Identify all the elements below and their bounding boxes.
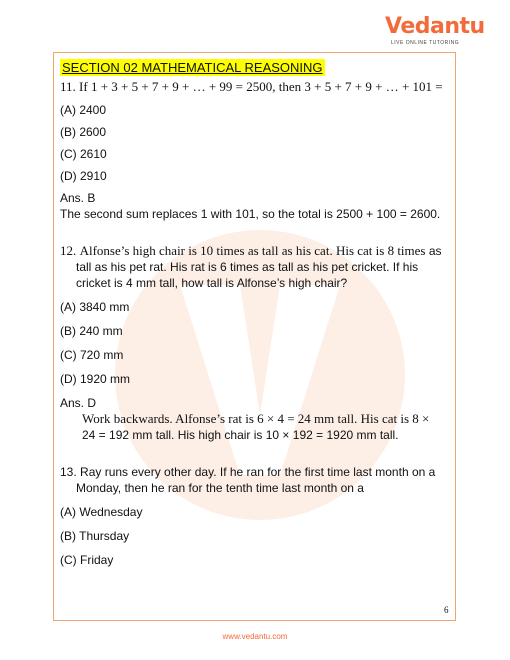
- question-text: Ray runs every other day. If he ran for the first time last month on a Monday, then he ran for the tenth time last month on a: [76, 465, 436, 495]
- question-number: 11.: [60, 79, 76, 94]
- option-a: (A) 2400: [60, 103, 107, 117]
- question-text-line1: Alfonse’s high chair is 10 times as tall as his cat. His cat is 8 times: [79, 243, 426, 258]
- option-b: (B) 240 mm: [60, 324, 123, 338]
- logo-brand: Vedantu: [385, 14, 485, 39]
- option-b: (B) Thursday: [60, 529, 130, 543]
- question-11: [60, 79, 450, 95]
- option-a: (A) Wednesday: [60, 505, 143, 519]
- logo-tagline: LIVE ONLINE TUTORING: [391, 40, 460, 46]
- explanation: The second sum replaces 1 with 101, so the total is 2500 + 100 = 2600.: [60, 207, 441, 221]
- vedantu-logo: [385, 14, 485, 50]
- page-number: 6: [444, 605, 449, 615]
- question-number: 12.: [60, 243, 77, 258]
- question-12: [60, 243, 450, 291]
- section-title: SECTION 02 MATHEMATICAL REASONING: [62, 60, 323, 75]
- option-d: (D) 2910: [60, 169, 107, 183]
- question-text: If 1 + 3 + 5 + 7 + 9 + … + 99 = 2500, then 3 + 5 + 7 + 9 + … + 101 =: [79, 79, 443, 94]
- option-d: (D) 1920 mm: [60, 372, 131, 386]
- option-a: (A) 3840 mm: [60, 300, 130, 314]
- footer-url[interactable]: www.vedantu.com: [222, 632, 288, 641]
- option-c: (C) 720 mm: [60, 348, 124, 362]
- worksheet-content: [60, 59, 450, 568]
- question-number: 13.: [60, 465, 77, 479]
- question-13: [60, 464, 450, 496]
- explanation: [60, 411, 450, 443]
- answer: Ans. D: [60, 396, 97, 410]
- answer: Ans. B: [60, 191, 96, 205]
- option-c: (C) Friday: [60, 553, 114, 567]
- explanation-line1: Work backwards. Alfonse’s rat is 6 × 4 = 24 mm tall. His cat is 8 ×: [82, 411, 430, 426]
- option-b: (B) 2600: [60, 125, 107, 139]
- option-c: (C) 2610: [60, 147, 107, 161]
- question-text-rest: as tall as his pet rat. His rat is 6 times as tall as his pet cricket. If his cricket is 4 mm tall, how tall is Alfonse’s high chair?: [76, 244, 442, 290]
- explanation-line2: 24 = 192 mm tall. His high chair is 10 × 192 = 1920 mm tall.: [82, 428, 399, 442]
